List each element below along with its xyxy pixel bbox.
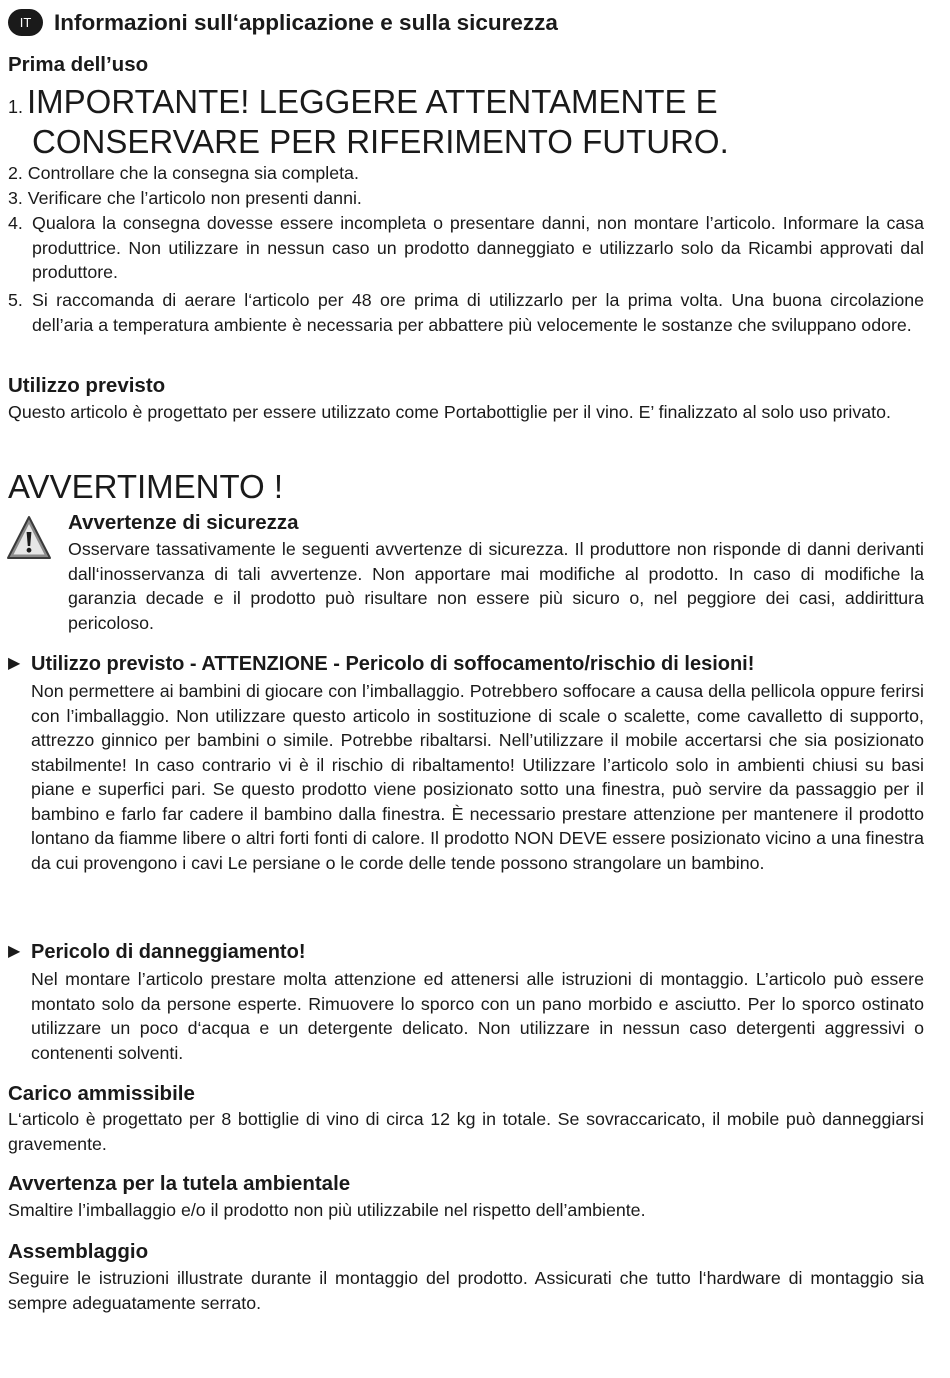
section-heading-assemblaggio: Assemblaggio xyxy=(8,1240,149,1263)
list-item-4: Qualora la consegna dovesse essere incompleta o presentare danni, non montare l’articolo. Informare la casa produttrice. Non utilizzare in nessun caso un prodotto danneggiato e utilizzarlo solo da Ricambi approvati dal produttore. xyxy=(32,213,924,282)
important-line-1: IMPORTANTE! LEGGERE ATTENTAMENTE E xyxy=(27,83,718,120)
carico-text: L‘articolo è progettato per 8 bottiglie di vino di circa 12 kg in totale. Se sovraccaricato, il mobile può danneggiarsi gravemente. xyxy=(8,1109,924,1154)
triangle-bullet-icon: ▶ xyxy=(8,655,21,672)
important-notice xyxy=(8,82,718,127)
danneggiamento-text: Nel montare l’articolo prestare molta attenzione ed attenersi alle istruzioni di montaggio. L’articolo può essere montato solo da persone esperte. Rimuovere lo sporco con un pano morbido e asciutto. Per lo sporco ostinato utilizzare un poco d‘acqua e un detergente delicato. Non utilizzare in nessun caso detergenti aggressivi o contenenti solventi. xyxy=(31,969,924,1063)
ambiente-text: Smaltire l’imballaggio e/o il prodotto non più utilizzabile nel rispetto dell’ambiente. xyxy=(8,1200,646,1220)
list-item-2: 2. Controllare che la consegna sia completa. xyxy=(8,163,359,183)
warning-text: Osservare tassativamente le seguenti avvertenze di sicurezza. Il produttore non risponde di danni derivanti dall‘inosservanza di tali avvertenze. Non apportare mai modifiche al prodotto. In caso di modifiche la garanzia decade e il prodotto può risultare non essere più sicuro o, nel peggiore dei casi, addirittura pericoloso. xyxy=(68,539,924,633)
important-line-2: CONSERVARE PER RIFERIMENTO FUTURO. xyxy=(32,123,729,160)
list-item-3: 3. Verificare che l’articolo non presenti danni. xyxy=(8,188,362,208)
section-heading-danneggiamento: Pericolo di danneggiamento! xyxy=(31,941,306,963)
section-heading-prima: Prima dell’uso xyxy=(8,53,149,76)
list-item-4-number: 4. xyxy=(8,213,23,233)
page-title: Informazioni sull‘applicazione e sulla sicurezza xyxy=(54,10,558,35)
warning-triangle-icon xyxy=(6,515,52,561)
language-badge: IT xyxy=(8,9,43,36)
triangle-bullet-icon: ▶ xyxy=(8,943,21,960)
section-heading-ambiente: Avvertenza per la tutela ambientale xyxy=(8,1172,351,1195)
soffocamento-text: Non permettere ai bambini di giocare con l’imballaggio. Potrebbero soffocare a causa della pellicola oppure ferirsi con l’imballaggio. Non utilizzare questo articolo in sostituzione di scale o scalette, come cavalletto di supporto, attrezzo ginnico per bambini o simile. Potrebbe ribaltarsi. Nell’utilizzare il mobile accertarsi che sia posizionato stabilmente! In caso contrario vi è il rischio di ribaltamento! Utilizzare l’articolo solo in ambienti chiusi su basi piane e superfici pari. Se questo prodotto viene posizionato sotto una finestra, può servire da passaggio per il bambino e farlo far cadere il bambino dalla finestra. È necessario prestare attenzione per mantenere il prodotto lontano da fiamme libere o altri forti fonti di calore. Il prodotto NON DEVE essere posizionato vicino a una finestra da cui provengono i cavi Le persiane o le corde delle tende possono strangolare un bambino. xyxy=(31,681,924,873)
assemblaggio-text: Seguire le istruzioni illustrate durante il montaggio del prodotto. Assicurati che tutto l‘hardware di montaggio sia sempre adeguatamente serrato. xyxy=(8,1268,924,1313)
section-heading-utilizzo: Utilizzo previsto xyxy=(8,374,166,397)
warning-title: AVVERTIMENTO ! xyxy=(8,468,284,505)
item-number: 1. xyxy=(8,97,24,117)
list-item-5: Si raccomanda di aerare l‘articolo per 48 ore prima di utilizzarlo per la prima volta. Una buona circolazione dell’aria a temperatura ambiente è necessaria per abbattere più velocemente le sostanze che sviluppano odore. xyxy=(32,290,924,335)
section-heading-soffocamento: Utilizzo previsto - ATTENZIONE - Pericolo di soffocamento/rischio di lesioni! xyxy=(31,653,755,675)
utilizzo-text: Questo articolo è progettato per essere utilizzato come Portabottiglie per il vino. E’ finalizzato al solo uso privato. xyxy=(8,402,891,422)
list-item-5-number: 5. xyxy=(8,290,23,310)
section-heading-carico: Carico ammissibile xyxy=(8,1082,195,1105)
warning-sub-heading: Avvertenze di sicurezza xyxy=(68,511,299,534)
